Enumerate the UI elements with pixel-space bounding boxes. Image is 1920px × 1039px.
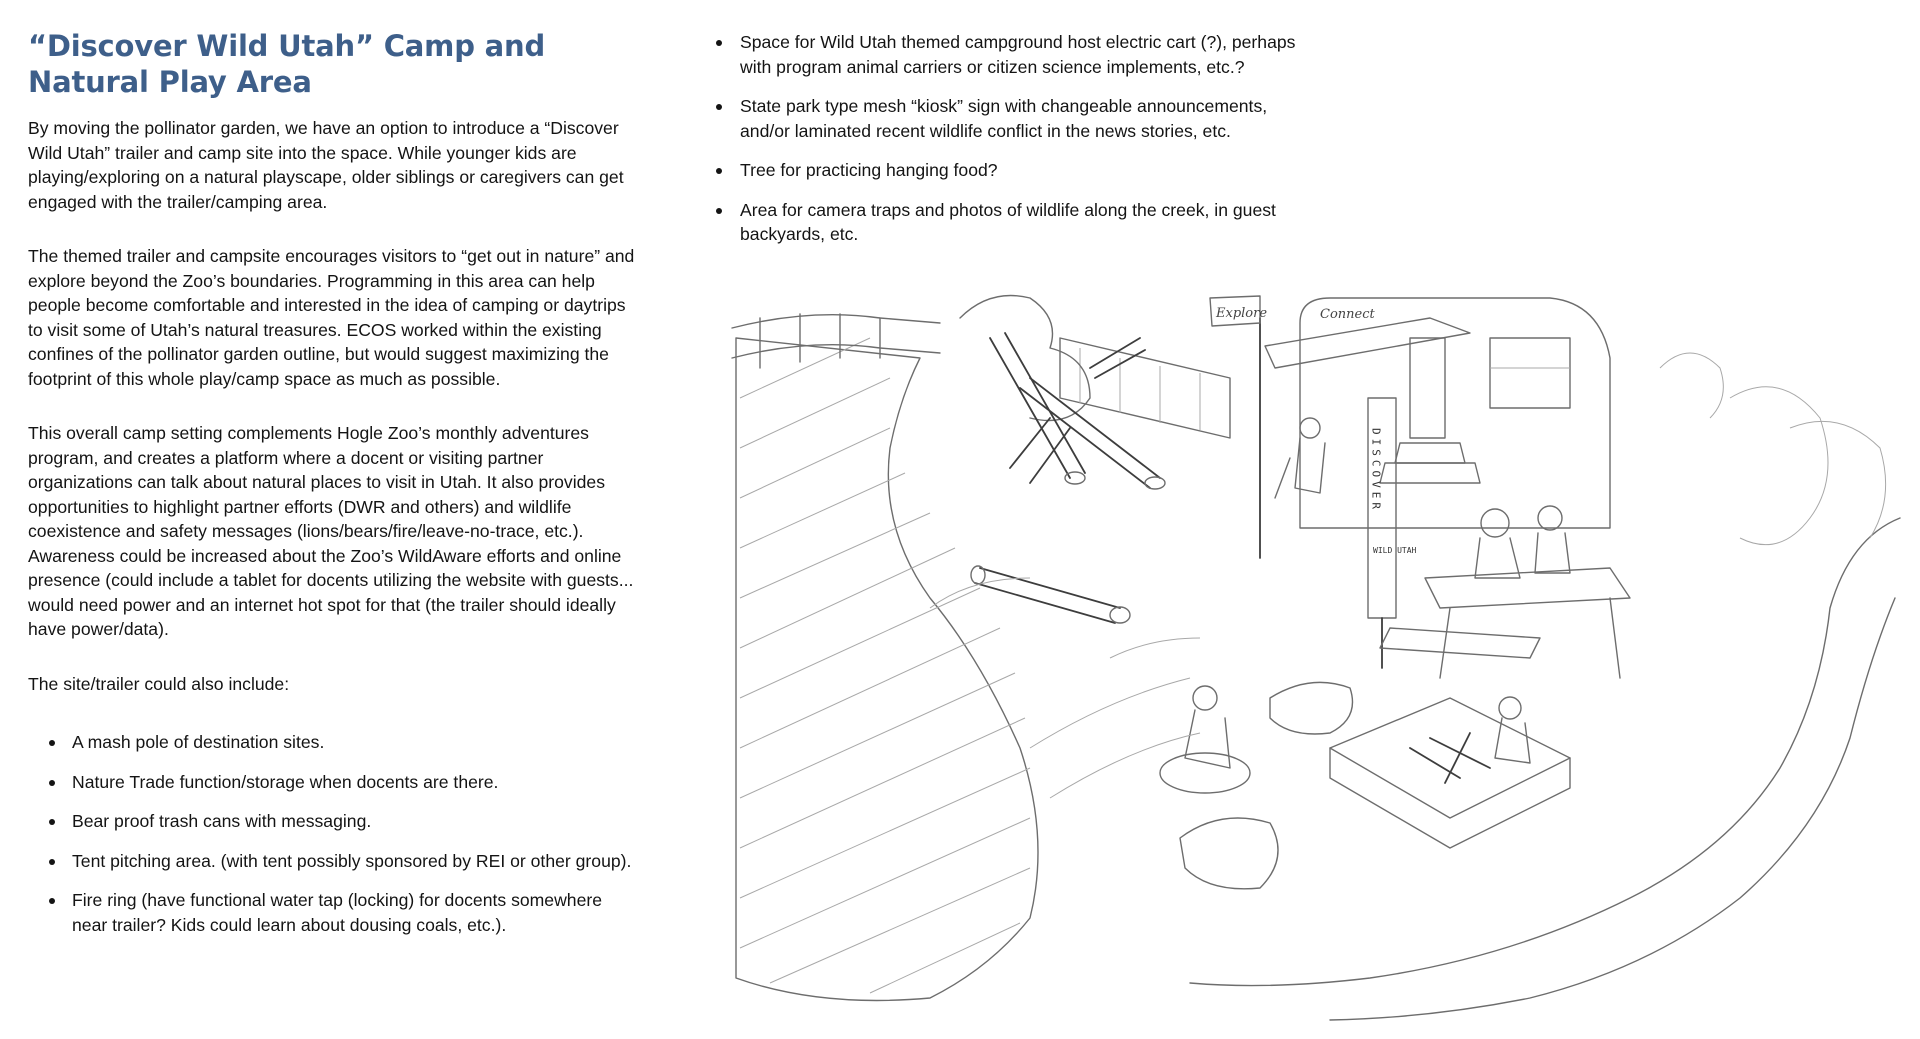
explore-flag [1210, 296, 1267, 558]
list-item: Area for camera traps and photos of wildlife along the creek, in guest backyards, etc. [716, 198, 1316, 247]
sign-wild-utah: WILD UTAH [1373, 546, 1417, 555]
back-fence [732, 314, 1230, 438]
list-item: Tent pitching area. (with tent possibly sponsored by REI or other group). [28, 849, 638, 874]
list-item: Space for Wild Utah themed campground host electric cart (?), perhaps with program animal carriers or citizen science implements, etc.? [716, 30, 1316, 79]
list-item: A mash pole of destination sites. [28, 730, 638, 755]
right-bullet-list [716, 30, 1316, 262]
sign-discover: DISCOVER [1369, 428, 1383, 513]
intro-paragraph: By moving the pollinator garden, we have an option to introduce a “Discover Wild Utah” trailer and camp site into the space. While younger kids are playing/exploring on a natural playscape, older siblings or caregivers can get engaged with the trailer/camping area. [28, 118, 624, 212]
left-column [28, 28, 638, 952]
ground-path [930, 578, 1200, 798]
sketch-svg [730, 278, 1906, 1038]
title-line-1: “Discover Wild Utah” Camp and [28, 29, 546, 63]
camp-setting-paragraph: This overall camp setting complements Hogle Zoo’s monthly adventures program, and creates a platform where a docent or visiting partner organizations can talk about natural places to visit in Utah. It also provides opportunities to highlight partner efforts (DWR and others) and wildlife coexistence and safety messages (lions/bears/fire/leave-no-trace, etc.). Awareness could be increased about the Zoo’s WildAware efforts and online presence (could include a tablet for docents utilizing the website with guests... would need power and an internet hot spot for that (the trailer should ideally have power/data). [28, 423, 634, 639]
list-item: State park type mesh “kiosk” sign with changeable announcements, and/or laminated recent wildlife conflict in the news stories, etc. [716, 94, 1316, 143]
left-bullet-list [28, 730, 638, 937]
campsite-sketch-illustration [730, 278, 1906, 1038]
picnic-table [1380, 506, 1630, 678]
hatched-planting-area [736, 338, 1038, 1001]
list-item: Nature Trade function/storage when docents are there. [28, 770, 638, 795]
site-include-paragraph: The site/trailer could also include: [28, 673, 290, 694]
themed-trailer-paragraph: The themed trailer and campsite encourages visitors to “get out in nature” and explore beyond the Zoo’s boundaries. Programming in this area can help people become comfortable and interested in the idea of camping or daytrips to visit some of Utah’s natural treasures. ECOS worked within the existing confines of the pollinator garden outline, but would suggest maximizing the footprint of this whole play/camp space as much as possible. [28, 246, 635, 389]
sign-connect: Connect [1320, 307, 1375, 322]
page-title [28, 28, 638, 100]
list-item: Fire ring (have functional water tap (locking) for docents somewhere near trailer? Kids could learn about dousing coals, etc.). [28, 888, 638, 937]
list-item: Tree for practicing hanging food? [716, 158, 1316, 183]
list-item: Bear proof trash cans with messaging. [28, 809, 638, 834]
title-line-2: Natural Play Area [28, 65, 312, 99]
fire-ring-area [1160, 682, 1570, 888]
natural-playscape-logs [960, 296, 1165, 624]
sign-explore: Explore [1216, 306, 1268, 321]
camp-trailer [1265, 298, 1610, 528]
